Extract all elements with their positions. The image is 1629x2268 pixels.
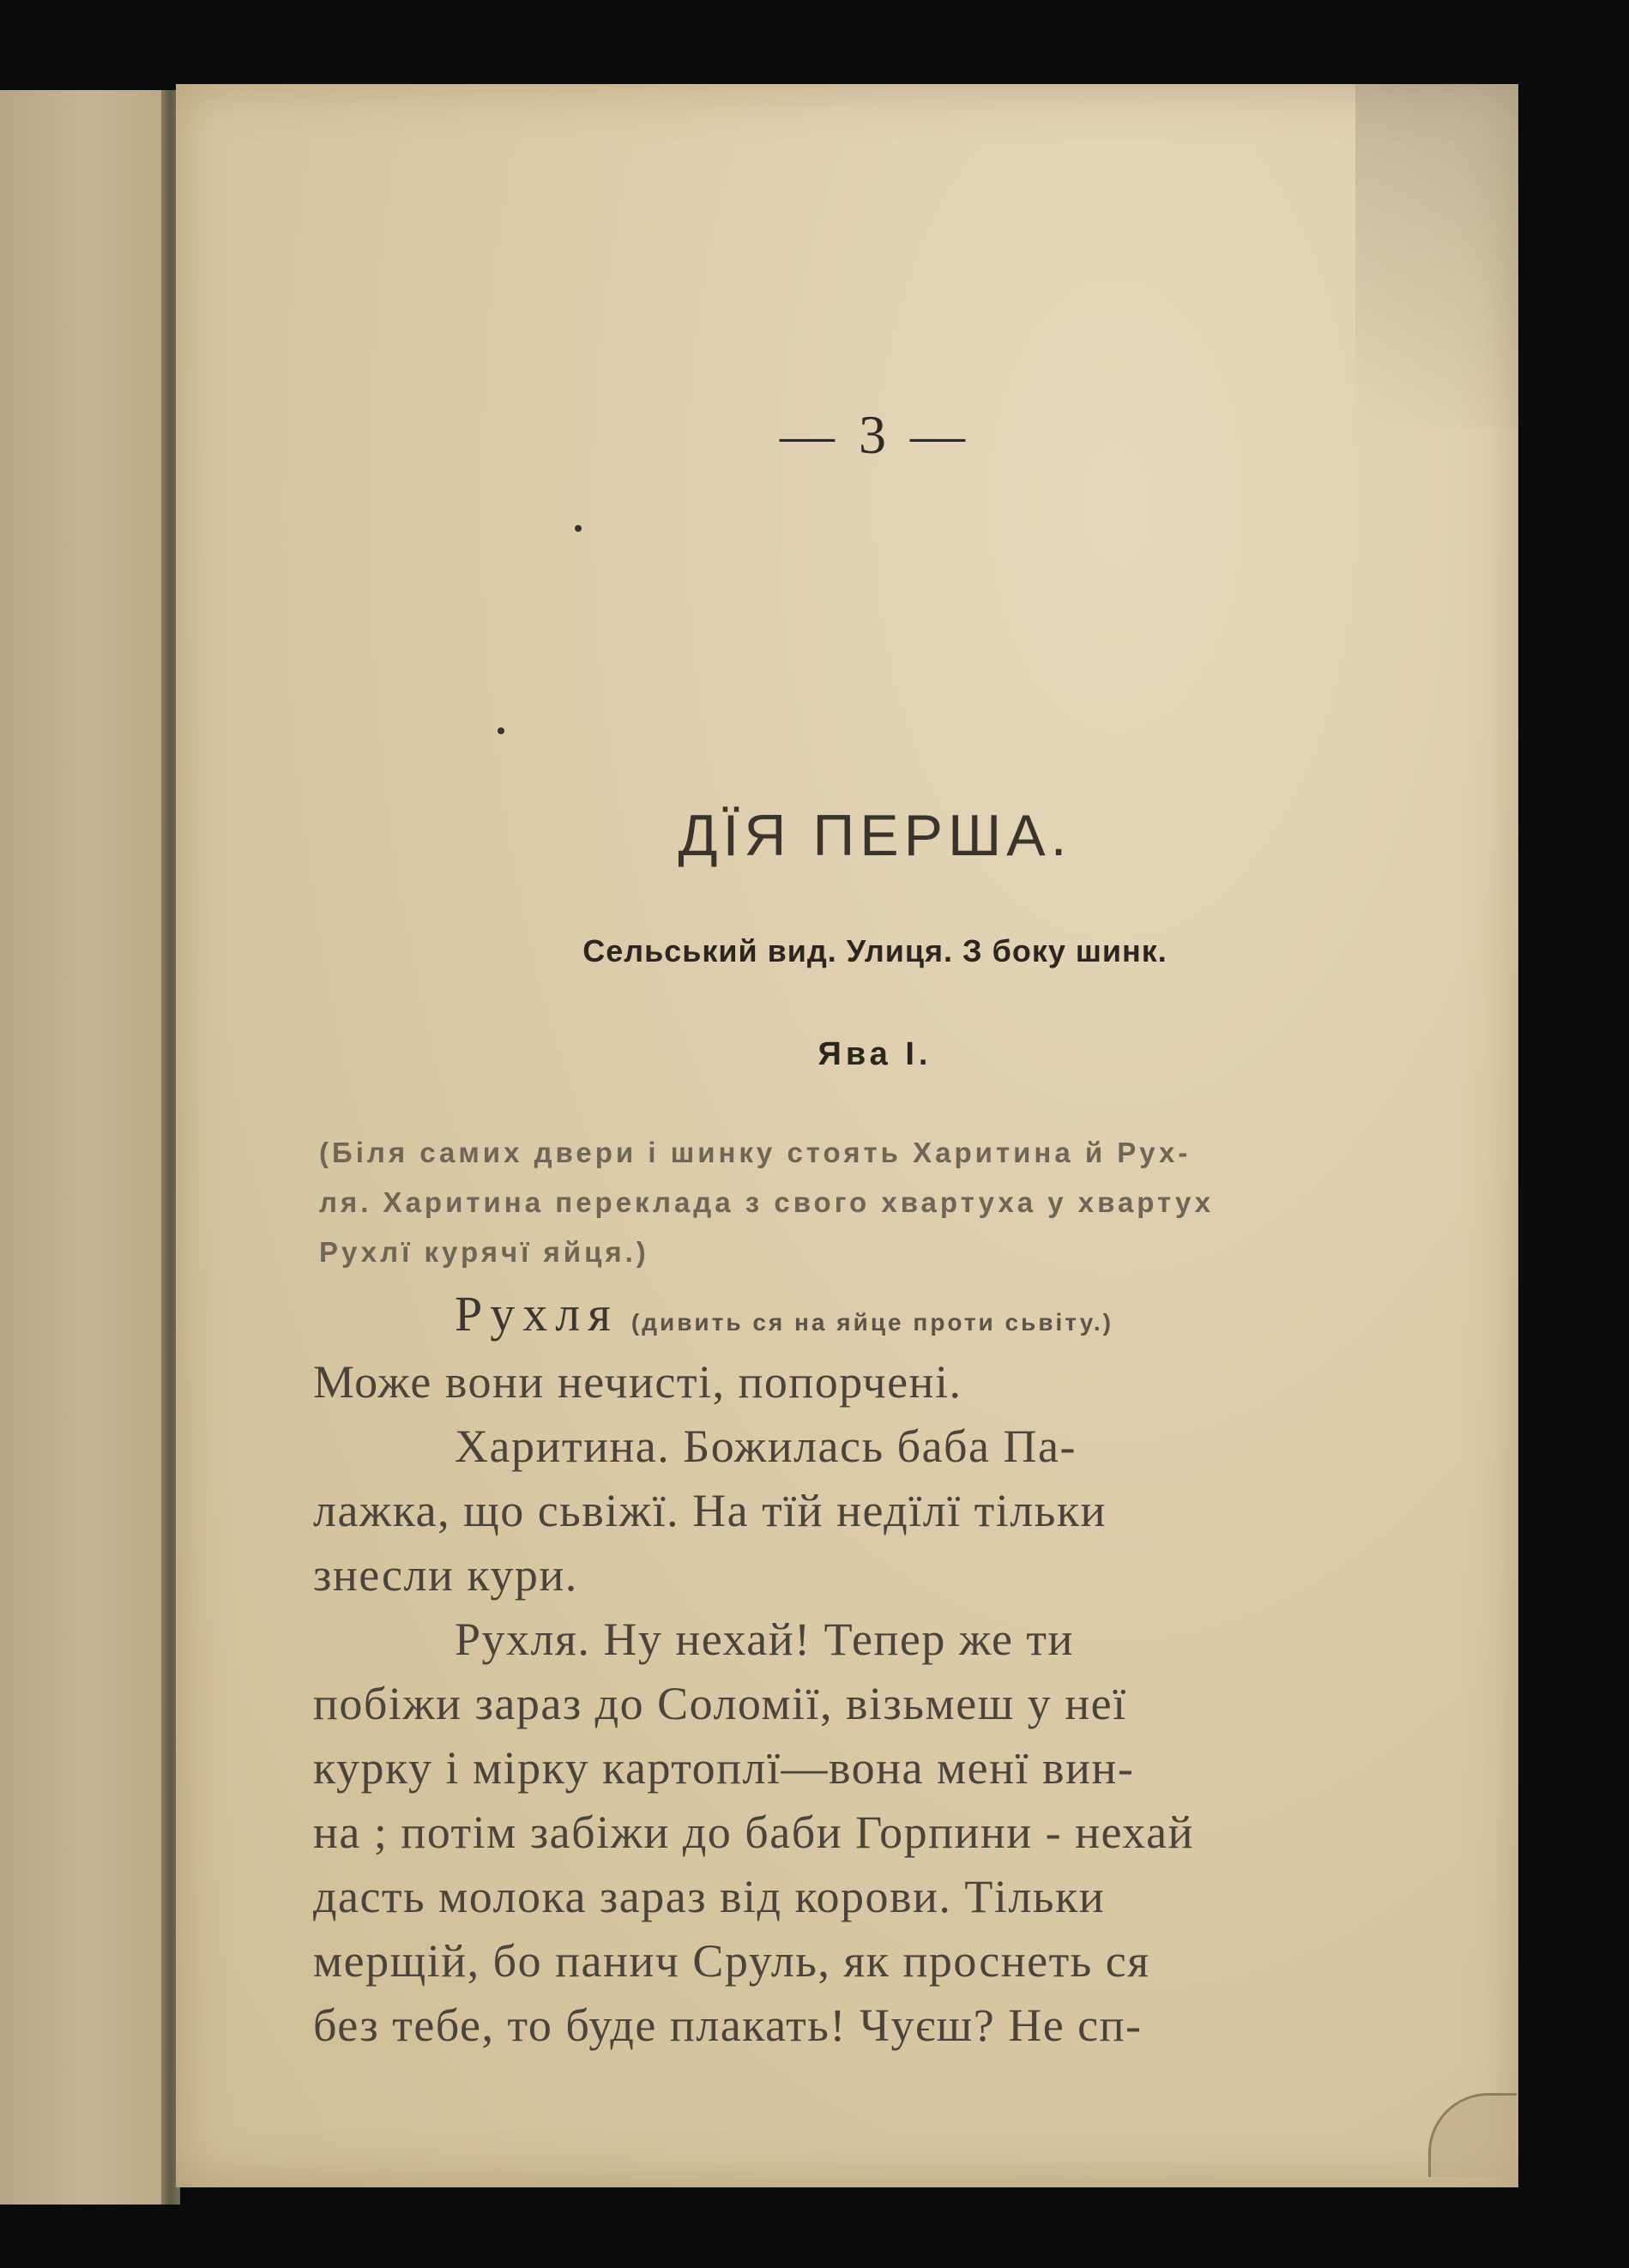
dialogue-line [455, 1285, 1113, 1342]
act-title: ДЇЯ ПЕРША. [678, 803, 1072, 868]
scene-number: Ява І. [818, 1036, 932, 1072]
speaker-name: Рухля [455, 1286, 618, 1342]
scene-description: Сельський вид. Улиця. З боку шинк. [582, 933, 1167, 968]
dialogue-line: Може вони нечисті, попорчені. [313, 1356, 962, 1408]
dialogue-line: побіжи зараз до Соломії, візьмеш у неї [313, 1678, 1127, 1729]
dialogue-line: на ; потім забіжи до баби Горпини - нехай [313, 1807, 1194, 1858]
stage-direction-inline: (дивить ся на яйце проти сьвіту.) [630, 1309, 1113, 1336]
dialogue-line: мерщій, бо панич Сруль, як проснеть ся [313, 1935, 1150, 1987]
stage-direction-line: Рухлї курячї яйця.) [319, 1236, 649, 1268]
page-number: — 3 — [780, 404, 970, 465]
dialogue-line: дасть молока зараз від корови. Тільки [313, 1871, 1106, 1922]
dialogue-line: лажка, що сьвіжї. На тїй недїлї тільки [313, 1485, 1107, 1536]
dialogue-line: Рухля. Ну нехай! Тепер же ти [455, 1614, 1074, 1665]
page-shading [1355, 84, 1518, 427]
dialogue-line: знесли кури. [313, 1549, 578, 1601]
ink-speck [575, 525, 582, 532]
stage-direction-line: ля. Харитина переклада з свого хвартуха у хвартух [319, 1186, 1215, 1218]
stage-direction-line: (Біля самих двери і шинку стоять Харитина й Рух- [319, 1137, 1192, 1168]
dialogue-line: без тебе, то буде плакать! Чуєш? Не сп- [313, 2000, 1143, 2051]
dialogue-line: курку і мірку картоплї—вона менї вин- [313, 1742, 1135, 1794]
dialogue-line: Харитина. Божилась баба Па- [455, 1421, 1077, 1472]
ink-speck [498, 727, 504, 734]
